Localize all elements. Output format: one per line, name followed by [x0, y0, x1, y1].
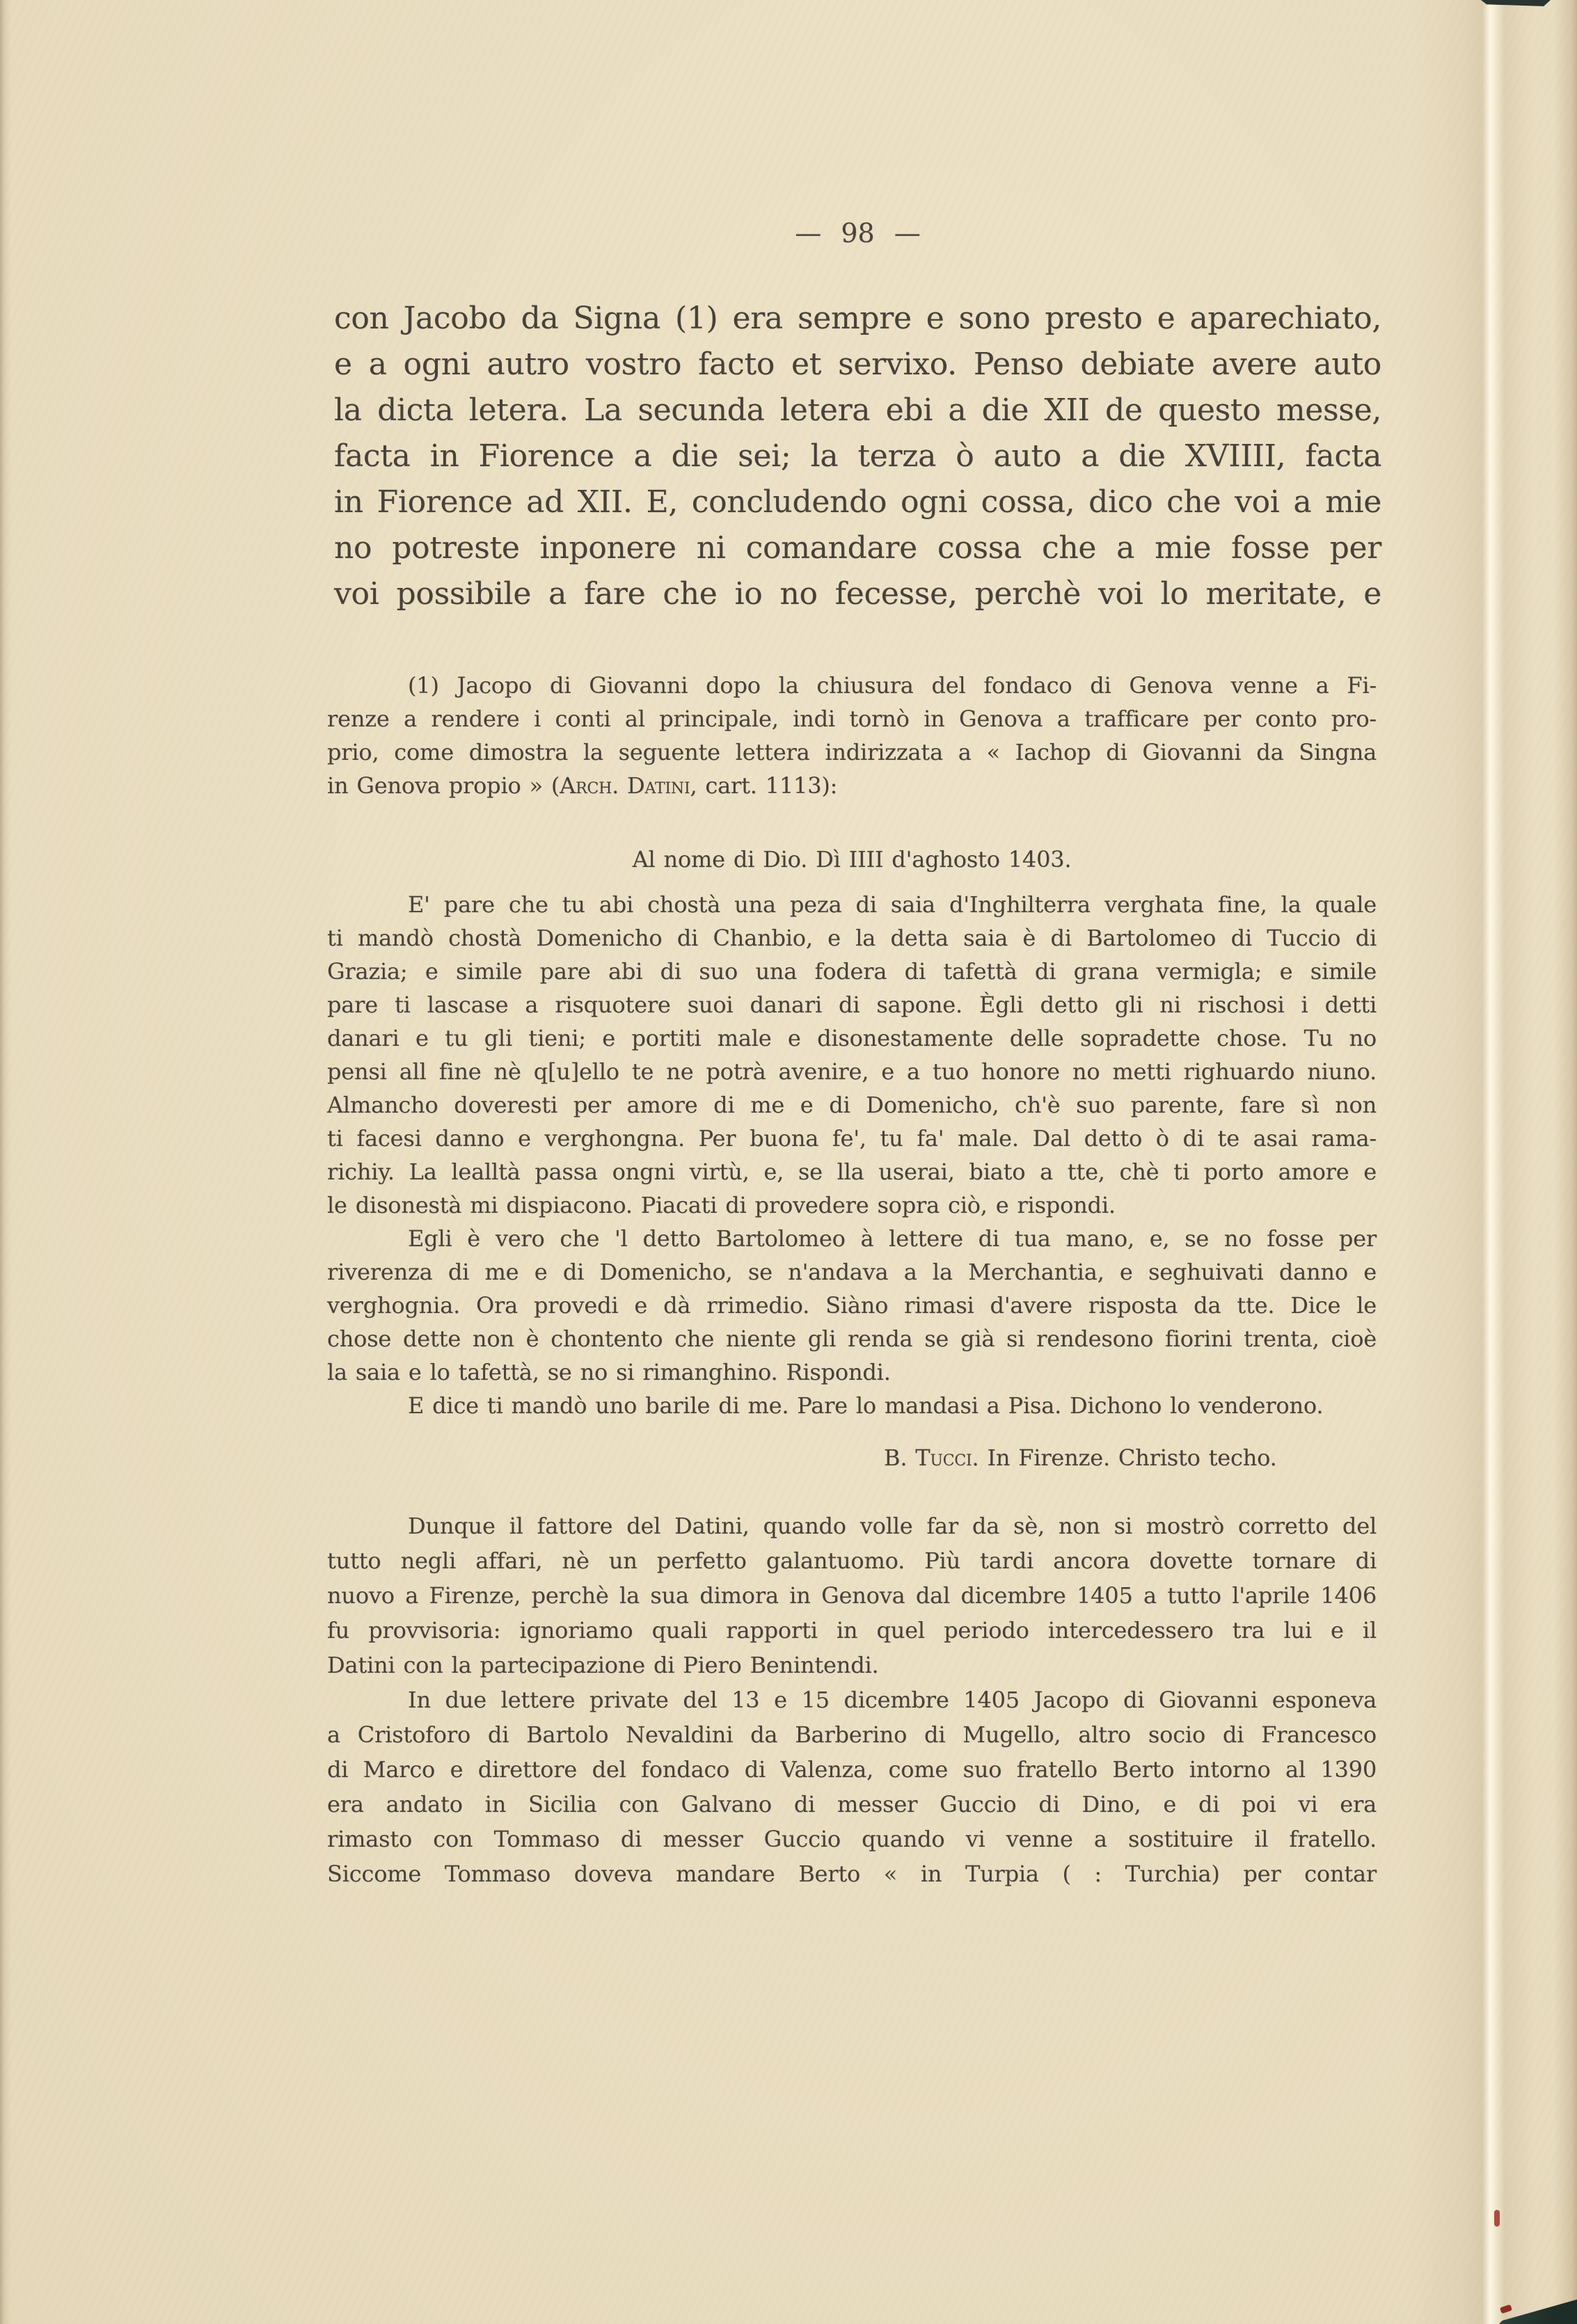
text-line: chose dette non è chontento che niente gli renda se già si rendesono fiorini trenta, cioè — [327, 1326, 1377, 1352]
text-line: pare ti lascase a risquotere suoi danari di sapone. Ègli detto gli ni rischosi i detti — [327, 992, 1377, 1018]
text-line: danari e tu gli tieni; e portiti male e disonestamente delle sopradette chose. Tu no — [327, 1025, 1377, 1051]
text-line: tutto negli affari, nè un perfetto galantuomo. Più tardi ancora dovette tornare di — [327, 1547, 1377, 1574]
text-line: e a ogni autro vostro facto et servixo. Penso debiate avere auto — [334, 347, 1381, 382]
text-line: facta in Fiorence a die sei; la terza ò auto a die XVIIII, facta — [334, 438, 1381, 474]
small-caps-name: Tucci — [915, 1444, 972, 1471]
main-text — [334, 296, 1381, 617]
text-line: Grazia; e simile pare abi di suo una fodera di tafettà di grana vermigla; e simile — [327, 958, 1377, 985]
text-line: in Fiorence ad XII. E, concludendo ogni cossa, dico che voi a mie — [334, 484, 1381, 520]
footnote-intro — [327, 669, 1377, 802]
page-number: — 98 — — [795, 218, 921, 248]
text-line: era andato in Sicilia con Galvano di messer Guccio di Dino, e di poi vi era — [327, 1791, 1377, 1817]
text-line: E' pare che tu abi chostà una peza di saia d'Inghilterra verghata fine, la quale — [408, 891, 1377, 918]
text-line: verghognia. Ora provedi e dà rrimedio. Siàno rimasi d'avere risposta da tte. Dice le — [327, 1292, 1377, 1319]
corner-red-mark — [1500, 2305, 1512, 2314]
text-segment: B. — [884, 1444, 916, 1471]
text-line: richiy. La lealltà passa ongni virtù, e, se lla userai, biato a tte, chè ti porto amore e — [327, 1159, 1377, 1185]
text-line: Dunque il fattore del Datini, quando volle far da sè, non si mostrò corretto del — [408, 1513, 1377, 1539]
text-line: pensi all fine nè q[u]ello te ne potrà avenire, e a tuo honore no metti righuardo niuno. — [327, 1058, 1377, 1085]
text-line: (1) Jacopo di Giovanni dopo la chiusura del fondaco di Genova venne a Fi- — [408, 672, 1377, 699]
text-line: a Cristoforo di Bartolo Nevaldini da Barberino di Mugello, altro socio di Francesco — [327, 1721, 1377, 1748]
text-segment: in Genova propio » ( — [327, 772, 560, 799]
footnote-commentary — [327, 1509, 1377, 1891]
text-line: riverenza di me e di Domenicho, se n'andava a la Merchantia, e seghuivati danno e — [327, 1259, 1377, 1285]
text-segment: , cart. 1113): — [690, 772, 838, 799]
text-line: ti mandò chostà Domenicho di Chanbio, e la detta saia è di Bartolomeo di Tuccio di — [327, 925, 1377, 951]
text-line: le disonestà mi dispiacono. Piacati di provedere sopra ciò, e rispondi. — [327, 1192, 1116, 1218]
top-right-cover-notch — [1481, 0, 1551, 6]
text-line — [884, 1441, 1379, 1474]
text-segment: . In Firenze. Christo techo. — [972, 1444, 1277, 1471]
text-line: fu provvisoria: ignoriamo quali rapporti in quel periodo intercedessero tra lui e il — [327, 1617, 1377, 1643]
small-caps-name: Arch. Datini — [560, 772, 690, 799]
text-line: Siccome Tommaso doveva mandare Berto « in Turpia ( : Turchia) per contar — [327, 1861, 1377, 1887]
right-edge-red-mark — [1494, 2210, 1500, 2227]
letter-signature — [884, 1441, 1379, 1474]
letter-body — [327, 888, 1377, 1422]
letter-dateline: Al nome di Dio. Dì IIII d'aghosto 1403. — [632, 846, 1072, 873]
text-line: In due lettere private del 13 e 15 dicembre 1405 Jacopo di Giovanni esponeva — [408, 1687, 1377, 1713]
text-line: Datini con la partecipazione di Piero Benintendi. — [327, 1652, 879, 1678]
text-line: la dicta letera. La secunda letera ebi a die XII de questo messe, — [334, 392, 1381, 428]
text-line: rimasto con Tommaso di messer Guccio quando vi venne a sostituire il fratello. — [327, 1826, 1377, 1852]
text-line: con Jacobo da Signa (1) era sempre e sono presto e aparechiato, — [334, 301, 1381, 336]
text-line — [327, 769, 1377, 802]
text-line: voi possibile a fare che io no fecesse, perchè voi lo meritate, e — [334, 576, 1381, 612]
text-line: E dice ti mandò uno barile di me. Pare lo mandasi a Pisa. Dichono lo venderono. — [408, 1392, 1324, 1419]
text-line: di Marco e direttore del fondaco di Valenza, come suo fratello Berto intorno al 1390 — [327, 1756, 1377, 1783]
text-line: ti facesi danno e verghongna. Per buona fe', tu fa' male. Dal detto ò di te asai rama- — [327, 1125, 1377, 1152]
text-line: nuovo a Firenze, perchè la sua dimora in Genova dal dicembre 1405 a tutto l'aprile 1406 — [327, 1582, 1377, 1609]
text-line: renze a rendere i conti al principale, indi tornò in Genova a trafficare per conto pro- — [327, 706, 1377, 732]
text-line: la saia e lo tafettà, se no si rimanghino. Rispondi. — [327, 1359, 891, 1385]
text-line: Almancho doveresti per amore di me e di Domenicho, ch'è suo parente, fare sì non — [327, 1092, 1377, 1118]
text-line: prio, come dimostra la seguente lettera indirizzata a « Iachop di Giovanni da Singna — [327, 739, 1377, 765]
text-line: no potreste inponere ni comandare cossa che a mie fosse per — [334, 530, 1381, 566]
text-line: Egli è vero che 'l detto Bartolomeo à lettere di tua mano, e, se no fosse per — [408, 1225, 1377, 1252]
